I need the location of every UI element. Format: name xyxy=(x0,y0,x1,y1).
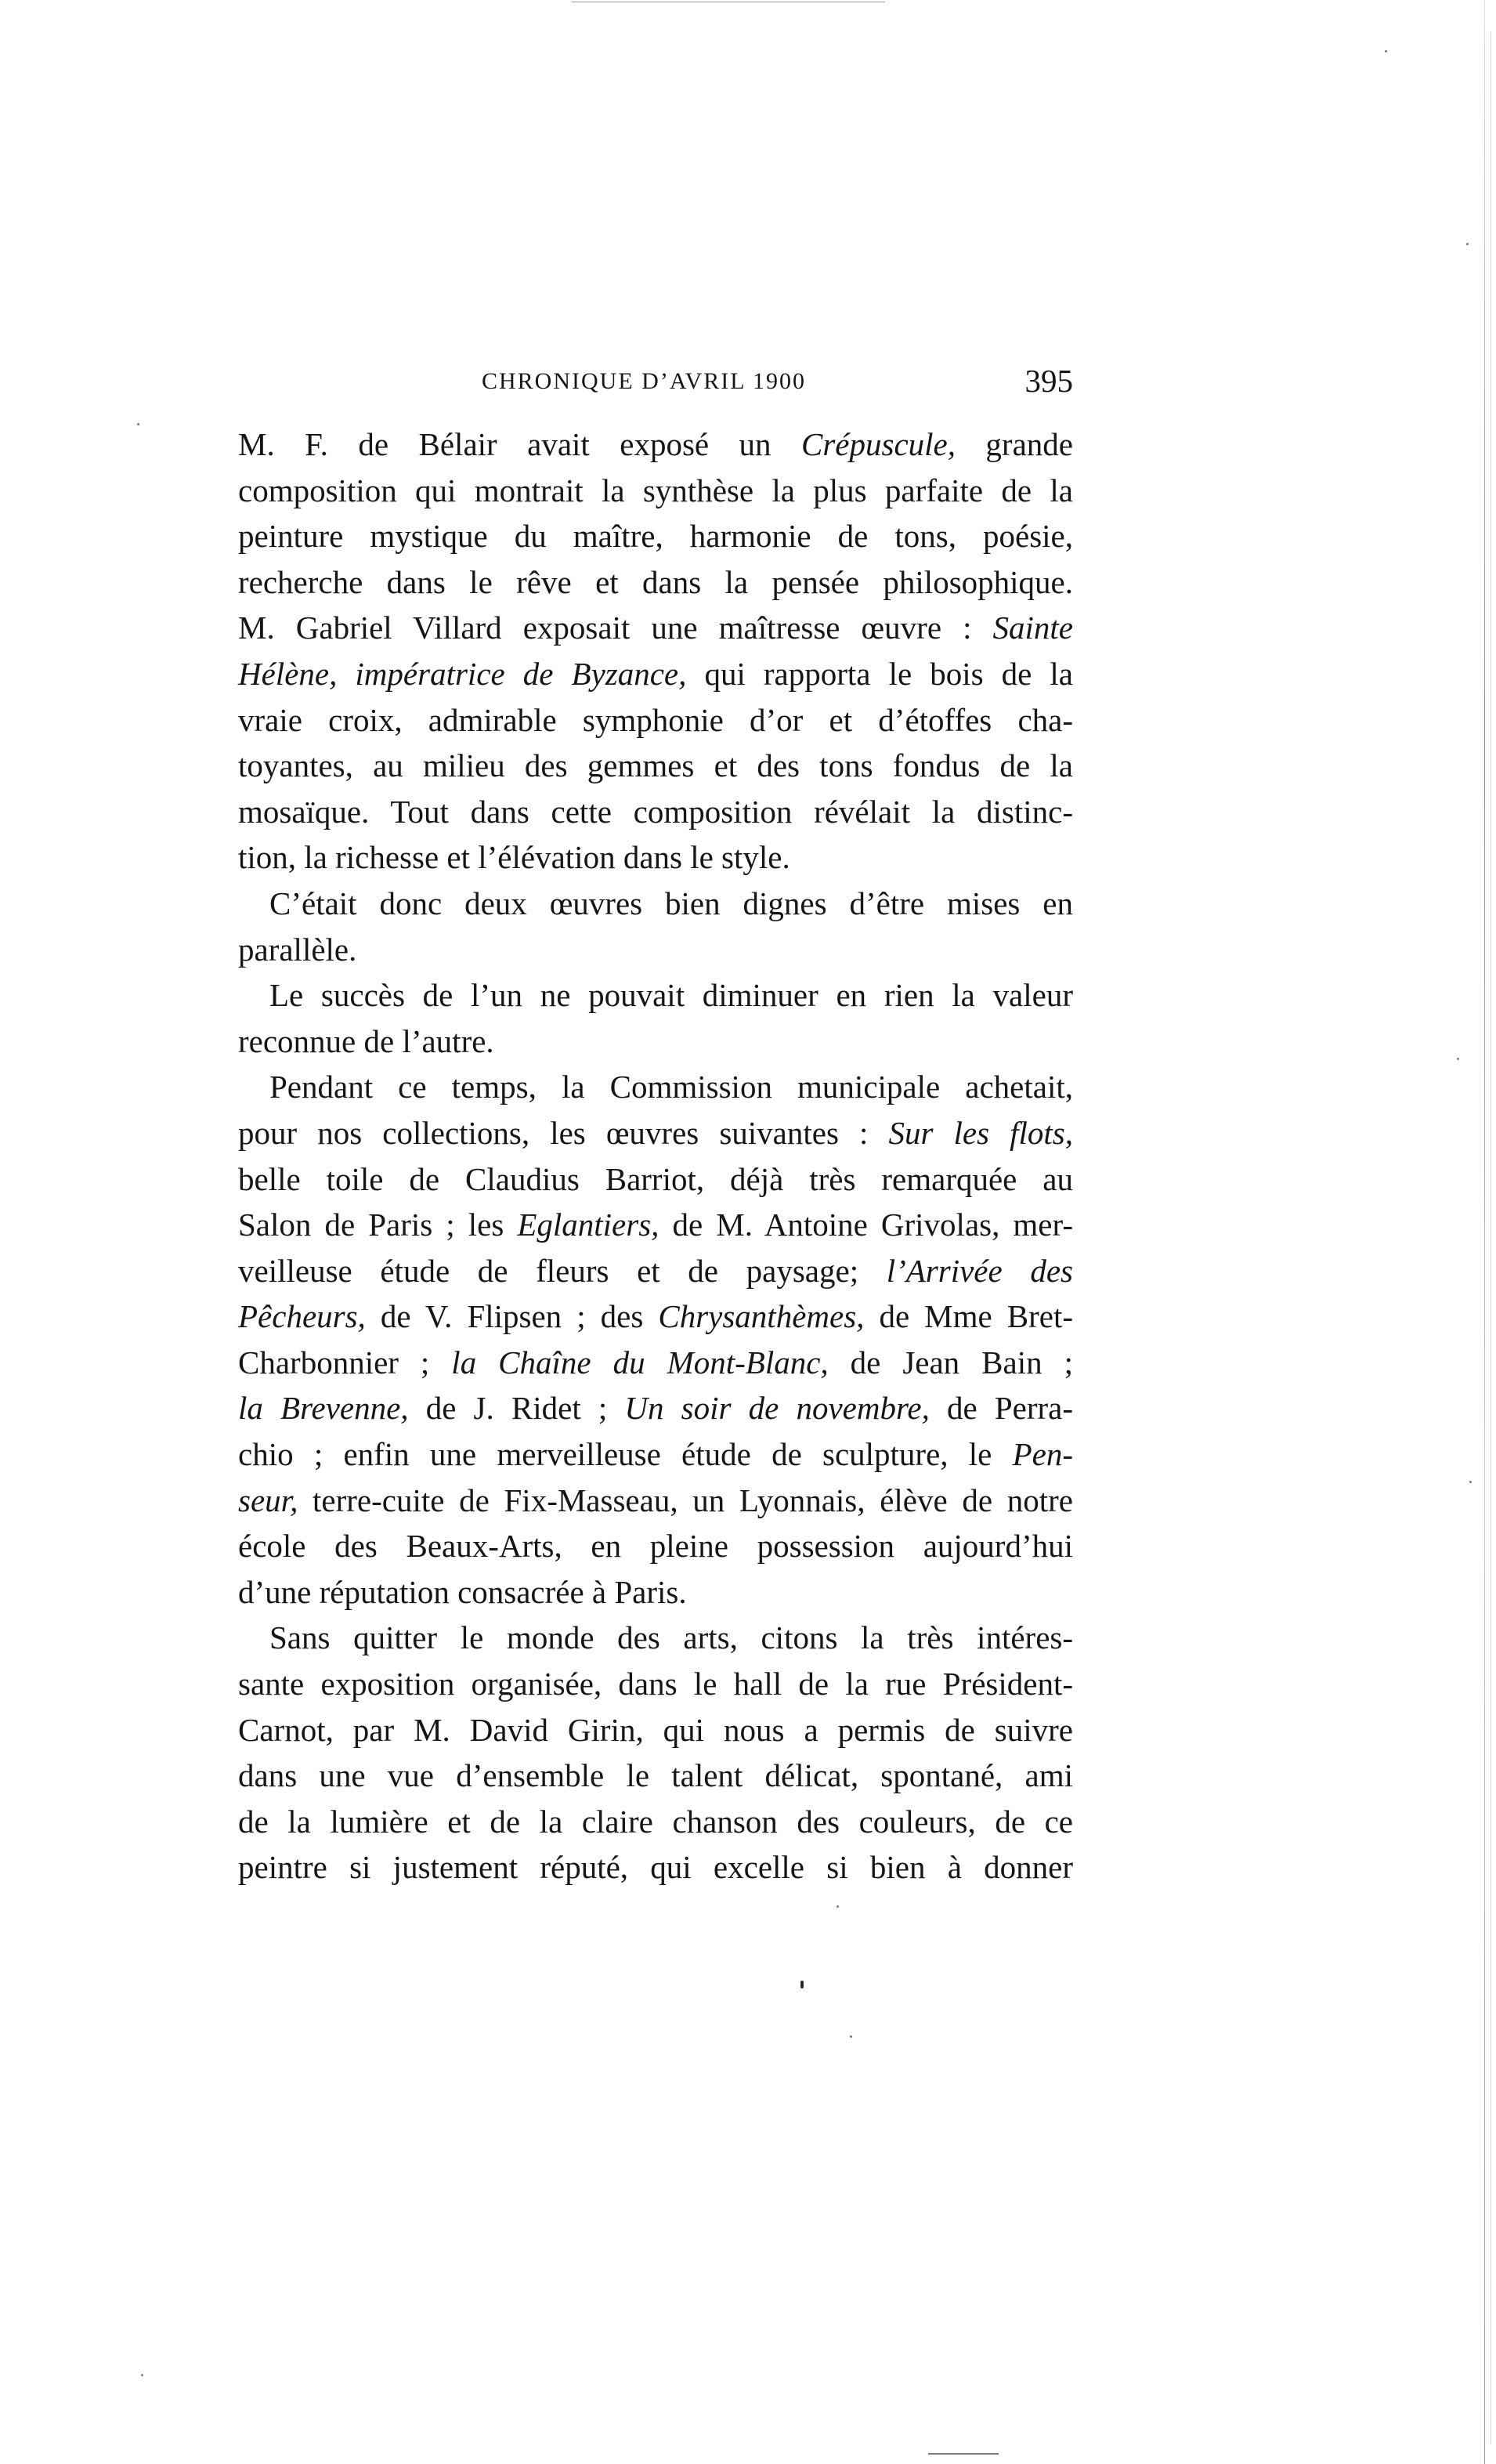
bottom-edge-rule xyxy=(928,2453,999,2455)
text-line xyxy=(235,605,1073,651)
text-segment: composition qui montrait la synthèse la plus parfaite de la xyxy=(238,472,1073,508)
italic-title: seur, xyxy=(238,1482,298,1518)
italic-title: l’Arrivée des xyxy=(886,1252,1073,1289)
text-segment: toyantes, au milieu des gemmes et des tons fondus de la xyxy=(238,747,1073,784)
italic-title: Crépuscule, xyxy=(800,426,956,462)
text-segment: M. Gabriel Villard exposait une maîtresse œuvre : xyxy=(238,610,993,646)
ink-speck xyxy=(1457,1058,1459,1060)
text-segment: Carnot, par M. David Girin, qui nous a permis de suivre xyxy=(238,1711,1073,1748)
text-line xyxy=(235,1156,1073,1203)
text-segment: Sans quitter le monde des arts, citons la très intéres- xyxy=(269,1619,1073,1656)
italic-title: Pen- xyxy=(1012,1436,1073,1473)
italic-title: la Chaîne du Mont-Blanc, xyxy=(451,1344,829,1380)
text-line xyxy=(235,1844,1073,1891)
text-segment: mosaïque. Tout dans cette composition révélait la distinc- xyxy=(238,793,1073,830)
text-line xyxy=(235,1478,1073,1524)
text-line xyxy=(235,1523,1073,1569)
text-line xyxy=(235,1064,1073,1110)
text-segment: peinture mystique du maître, harmonie de tons, poésie, xyxy=(238,518,1073,555)
text-line xyxy=(235,1385,1073,1431)
text-line xyxy=(235,1661,1073,1707)
text-segment: belle toile de Claudius Barriot, déjà très remarquée au xyxy=(238,1160,1073,1197)
italic-title: Eglantiers, xyxy=(517,1207,659,1243)
text-segment: de J. Ridet ; xyxy=(408,1390,625,1427)
text-line xyxy=(235,789,1073,835)
text-segment: de Perra- xyxy=(929,1390,1073,1427)
italic-title: Hélène, impératrice de Byzance, xyxy=(238,655,687,692)
text-segment: pour nos collections, les œuvres suivantes : xyxy=(238,1114,889,1151)
page-number: 395 xyxy=(1024,363,1073,399)
text-line xyxy=(235,881,1073,927)
text-segment: chio ; enfin une merveilleuse étude de sculpture, le xyxy=(238,1436,1013,1473)
text-segment: Charbonnier ; xyxy=(238,1344,452,1380)
text-line xyxy=(235,697,1073,744)
text-segment: école des Beaux-Arts, en pleine possession aujourd’hui xyxy=(238,1528,1073,1565)
ink-speck xyxy=(850,2035,852,2038)
text-segment: de Mme Bret- xyxy=(864,1298,1073,1335)
text-segment: qui rapporta le bois de la xyxy=(686,655,1073,692)
text-segment: peintre si justement réputé, qui excelle si bien à donner xyxy=(238,1849,1073,1886)
text-line xyxy=(235,972,1073,1019)
text-line xyxy=(235,834,1073,881)
text-segment: terre-cuite de Fix-Masseau, un Lyonnais, élève de notre xyxy=(298,1482,1073,1518)
text-line xyxy=(235,1431,1073,1478)
italic-title: Un soir de novembre, xyxy=(624,1390,930,1427)
text-line xyxy=(235,468,1073,514)
text-line xyxy=(235,1569,1073,1616)
italic-title: Sainte xyxy=(992,610,1073,646)
text-segment: Salon de Paris ; les xyxy=(238,1207,518,1243)
text-line xyxy=(235,743,1073,789)
text-segment: reconnue de l’autre. xyxy=(238,1022,494,1059)
ink-speck xyxy=(1385,50,1387,52)
text-line xyxy=(235,1110,1073,1156)
text-line xyxy=(235,1799,1073,1845)
running-title: CHRONIQUE D’AVRIL 1900 xyxy=(482,368,806,394)
text-line xyxy=(235,513,1073,559)
text-line xyxy=(235,1707,1073,1753)
text-segment: de Jean Bain ; xyxy=(828,1344,1073,1380)
text-line xyxy=(235,1340,1073,1386)
text-line xyxy=(235,1753,1073,1799)
ink-speck xyxy=(837,1905,839,1908)
text-segment: de la lumière et de la claire chanson des couleurs, de ce xyxy=(238,1803,1073,1840)
text-segment: de V. Flipsen ; des xyxy=(365,1298,659,1335)
text-line xyxy=(235,651,1073,697)
text-segment: Pendant ce temps, la Commission municipale achetait, xyxy=(269,1069,1073,1105)
text-line xyxy=(235,1202,1073,1248)
text-line xyxy=(235,1248,1073,1294)
text-line xyxy=(235,1019,1073,1065)
text-line xyxy=(235,927,1073,973)
italic-title: Pêcheurs, xyxy=(238,1298,366,1335)
body-text xyxy=(235,422,1073,1891)
italic-title: la Brevenne, xyxy=(238,1390,409,1427)
text-segment: veilleuse étude de fleurs et de paysage; xyxy=(238,1252,887,1289)
text-line xyxy=(235,1615,1073,1661)
page-edge-line xyxy=(1484,0,1485,2464)
italic-title: Chrysanthèmes, xyxy=(658,1298,865,1335)
text-segment: M. F. de Bélair avait exposé un xyxy=(238,426,801,462)
text-segment: vraie croix, admirable symphonie d’or et d’étoffes cha- xyxy=(238,701,1073,738)
text-line xyxy=(235,1294,1073,1340)
italic-title: Sur les flots, xyxy=(888,1114,1073,1151)
text-segment: grande xyxy=(955,426,1073,462)
text-segment: d’une réputation consacrée à Paris. xyxy=(238,1573,687,1610)
text-segment: Le succès de l’un ne pouvait diminuer en rien la valeur xyxy=(269,977,1073,1014)
text-segment: sante exposition organisée, dans le hall de la rue Président- xyxy=(238,1666,1073,1702)
ink-speck xyxy=(141,2374,143,2376)
text-segment: de M. Antoine Grivolas, mer- xyxy=(659,1207,1073,1243)
text-segment: C’était donc deux œuvres bien dignes d’être mises en xyxy=(269,885,1073,921)
text-line xyxy=(235,559,1073,606)
text-segment: recherche dans le rêve et dans la pensée philosophique. xyxy=(238,563,1073,600)
text-line xyxy=(235,422,1073,468)
text-segment: tion, la richesse et l’élévation dans le style. xyxy=(238,839,790,876)
running-header xyxy=(235,362,1073,406)
ink-speck xyxy=(1466,243,1469,245)
ink-speck xyxy=(800,1981,804,1988)
ink-speck xyxy=(1469,1481,1472,1483)
text-segment: parallèle. xyxy=(238,931,357,968)
ink-speck xyxy=(137,423,139,425)
text-segment: dans une vue d’ensemble le talent délicat, spontané, ami xyxy=(238,1757,1073,1794)
